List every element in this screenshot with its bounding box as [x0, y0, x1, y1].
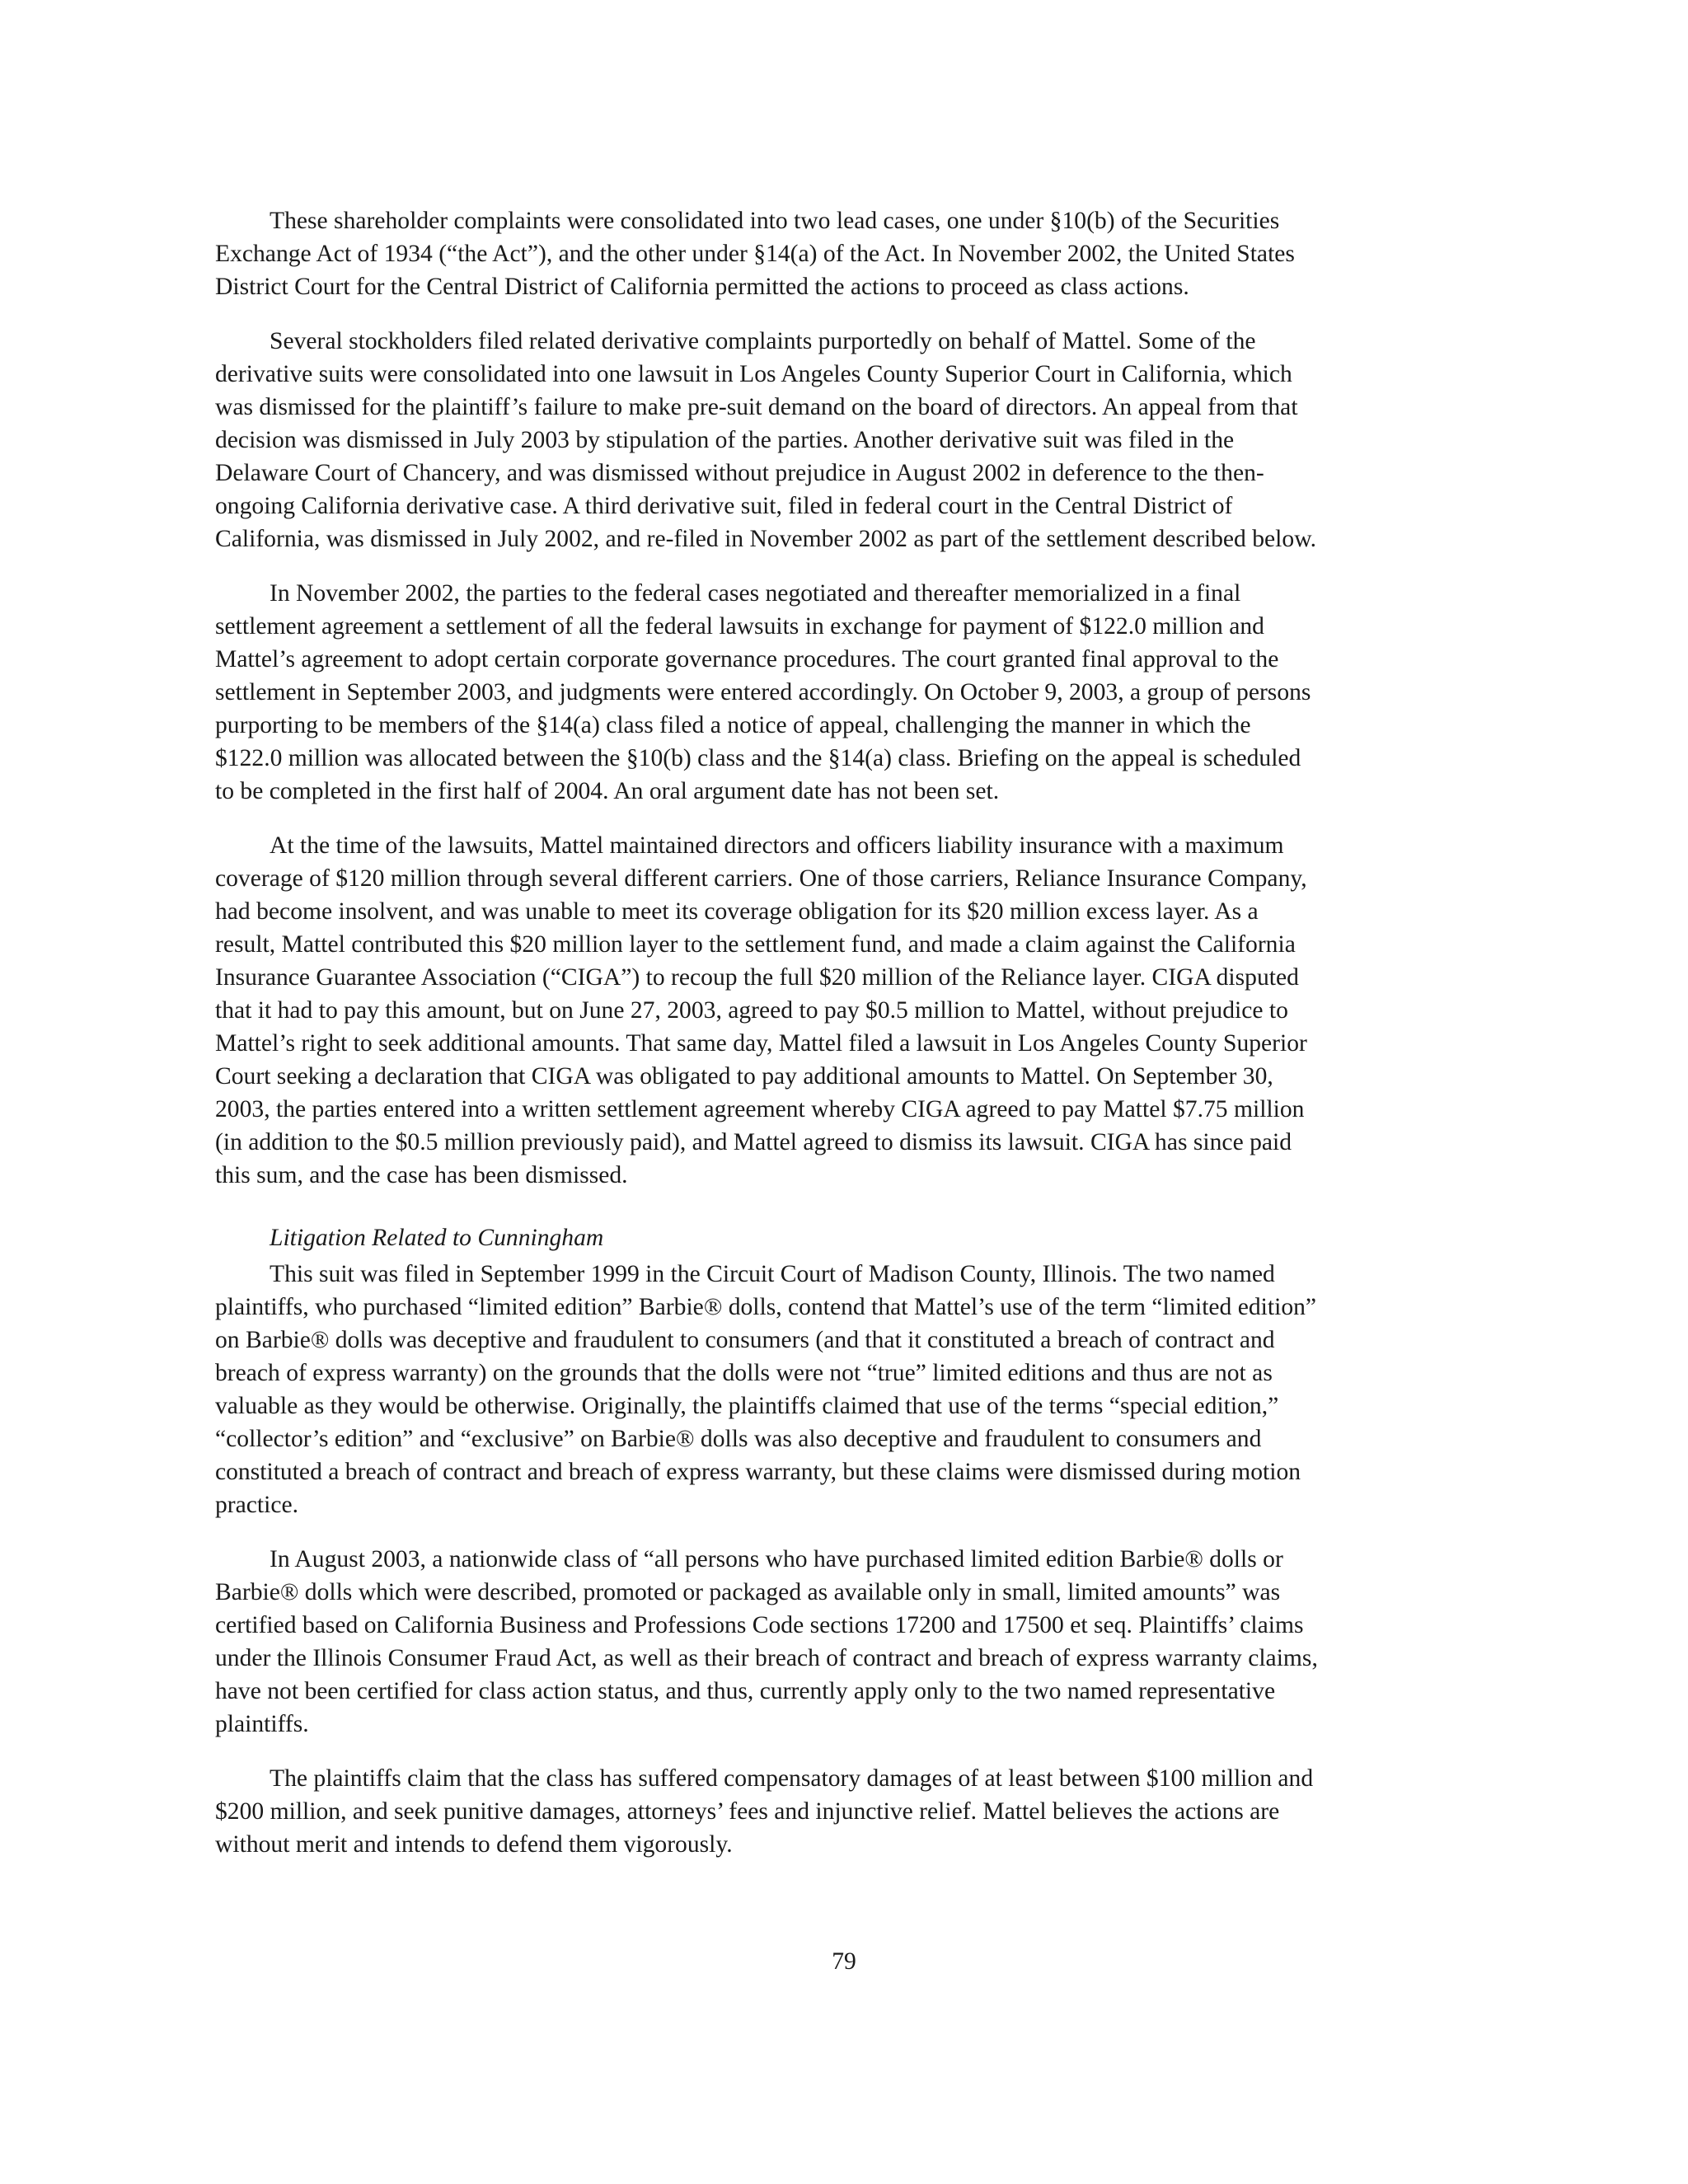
paragraph-consolidated-cases: These shareholder complaints were consolidated into two lead cases, one under §10(b) of the Securities Exchange Act of 1934 (“the Act”), and the other under §14(a) of the Act. In November 2002, the United States District Court for the Central District of California permitted the actions to proceed as class actions. — [215, 208, 1295, 300]
paragraph-insurance-ciga: At the time of the lawsuits, Mattel maintained directors and officers liability insurance with a maximum coverage of $120 million through several different carriers. One of those carriers, Reliance Insurance Company, had become insolvent, and was unable to meet its coverage obligation for its $20 million excess layer. As a result, Mattel contributed this $20 million layer to the settlement fund, and made a claim against the California Insurance Guarantee Association (“CIGA”) to recoup the full $20 million of the Reliance layer. CIGA disputed that it had to pay this amount, but on June 27, 2003, agreed to pay $0.5 million to Mattel, without prejudice to Mattel’s right to seek additional amounts. That same day, Mattel filed a lawsuit in Los Angeles County Superior Court seeking a declaration that CIGA was obligated to pay additional amounts to Mattel. On September 30, 2003, the parties entered into a written settlement agreement whereby CIGA agreed to pay Mattel $7.75 million (in addition to the $0.5 million previously paid), and Mattel agreed to dismiss its lawsuit. CIGA has since paid this sum, and the case has been dismissed. — [215, 832, 1307, 1188]
paragraph-derivative-complaints: Several stockholders filed related derivative complaints purportedly on behalf of Mattel. Some of the derivative suits were consolidated into one lawsuit in Los Angeles County Superior Court in California, which was dismissed for the plaintiff’s failure to make pre-suit demand on the board of directors. An appeal from that decision was dismissed in July 2003 by stipulation of the parties. Another derivative suit was filed in the Delaware Court of Chancery, and was dismissed without prejudice in August 2002 in deference to the then- ongoing California derivative case. A third derivative suit, filed in federal court in the Central District of California, was dismissed in July 2002, and re-filed in November 2002 as part of the settlement described below. — [215, 328, 1317, 552]
page-number: 79 — [832, 1948, 856, 1975]
paragraph-cunningham-suit: This suit was filed in September 1999 in the Circuit Court of Madison County, Illinois. The two named plaintiffs, who purchased “limited edition” Barbie® dolls, contend that Mattel’s use of the term “limited edition” on Barbie® dolls was deceptive and fraudulent to consumers (and that it constituted a breach of contract and breach of express warranty) on the grounds that the dolls were not “true” limited editions and thus are not as valuable as they would be otherwise. Originally, the plaintiffs claimed that use of the terms “special edition,” “collector’s edition” and “exclusive” on Barbie® dolls was also deceptive and fraudulent to consumers and constituted a breach of contract and breach of express warranty, but these claims were dismissed during motion practice. — [215, 1261, 1317, 1518]
section-heading-cunningham: Litigation Related to Cunningham — [270, 1225, 604, 1251]
document-page — [215, 204, 1476, 1882]
paragraph-damages-claim: The plaintiffs claim that the class has suffered compensatory damages of at least between $100 million and $200 million, and seek punitive damages, attorneys’ fees and injunctive relief. Mattel believes the actions are without merit and intends to defend them vigorously. — [215, 1765, 1314, 1858]
paragraph-federal-settlement: In November 2002, the parties to the federal cases negotiated and thereafter memorialized in a final settlement agreement a settlement of all the federal lawsuits in exchange for payment of $122.0 million and Mattel’s agreement to adopt certain corporate governance procedures. The court granted final approval to the settlement in September 2003, and judgments were entered accordingly. On October 9, 2003, a group of persons purporting to be members of the §14(a) class filed a notice of appeal, challenging the manner in which the $122.0 million was allocated between the §10(b) class and the §14(a) class. Briefing on the appeal is scheduled to be completed in the first half of 2004. An oral argument date has not been set. — [215, 580, 1311, 804]
paragraph-nationwide-class: In August 2003, a nationwide class of “all persons who have purchased limited edition Barbie® dolls or Barbie® dolls which were described, promoted or packaged as available only in small, limited amounts” was certified based on California Business and Professions Code sections 17200 and 17500 et seq. Plaintiffs’ claims under the Illinois Consumer Fraud Act, as well as their breach of contract and breach of express warranty claims, have not been certified for class action status, and thus, currently apply only to the two named representative plaintiffs. — [215, 1546, 1318, 1737]
